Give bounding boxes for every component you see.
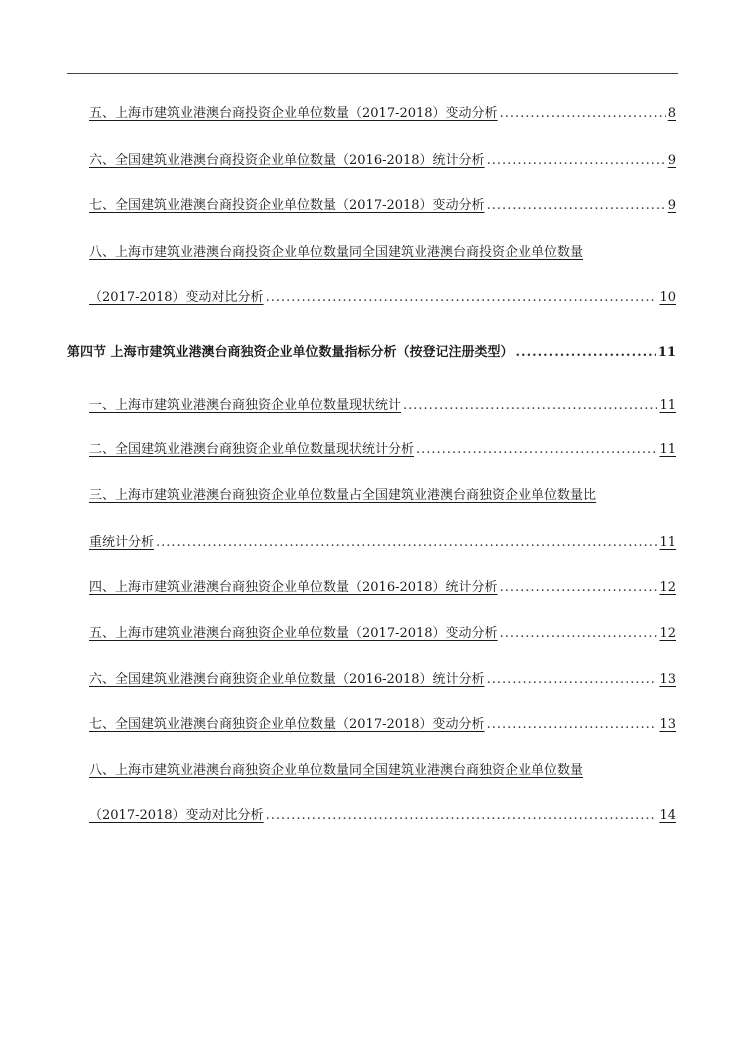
toc-leader	[516, 343, 656, 363]
toc-entry-12-line2[interactable]	[89, 806, 676, 826]
toc-entry-12-line1[interactable]	[89, 761, 676, 781]
toc-entry-7-line2[interactable]	[89, 533, 676, 553]
toc-page-number: 12	[659, 580, 676, 595]
toc-entry-5[interactable]	[89, 396, 676, 416]
toc-leader	[403, 396, 657, 416]
toc-entry-title-continued: （2017-2018）变动对比分析	[89, 808, 264, 823]
toc-entry-title: 二、全国建筑业港澳台商独资企业单位数量现状统计分析	[89, 442, 415, 457]
toc-entry-title-continued: 重统计分析	[89, 535, 155, 550]
toc-entry-title: 三、上海市建筑业港澳台商独资企业单位数量占全国建筑业港澳台商独资企业单位数量比	[89, 488, 597, 503]
toc-entry-6[interactable]	[89, 440, 676, 460]
toc-page-number: 14	[659, 808, 676, 823]
toc-entry-7-line1[interactable]	[89, 486, 676, 506]
toc-leader	[487, 670, 658, 690]
toc-entry-title: 七、全国建筑业港澳台商投资企业单位数量（2017-2018）变动分析	[89, 198, 485, 213]
toc-page-number: 10	[659, 290, 676, 305]
toc-leader	[156, 533, 657, 553]
toc-page-number: 11	[659, 535, 676, 550]
toc-entry-4-line2[interactable]	[89, 288, 676, 308]
toc-entry-title: 五、上海市建筑业港澳台商投资企业单位数量（2017-2018）变动分析	[89, 106, 498, 121]
toc-entry-9[interactable]	[89, 624, 676, 644]
toc-entry-title: 六、全国建筑业港澳台商独资企业单位数量（2016-2018）统计分析	[89, 672, 485, 687]
toc-leader	[266, 288, 658, 308]
toc-entry-8[interactable]	[89, 578, 676, 598]
toc-page-number: 8	[667, 106, 676, 121]
toc-entry-title: 八、上海市建筑业港澳台商投资企业单位数量同全国建筑业港澳台商投资企业单位数量	[89, 245, 584, 260]
toc-entry-title: 五、上海市建筑业港澳台商独资企业单位数量（2017-2018）变动分析	[89, 626, 498, 641]
toc-leader	[487, 715, 658, 735]
toc-entry-2[interactable]	[89, 151, 676, 171]
toc-entry-1[interactable]	[89, 104, 676, 124]
toc-entry-10[interactable]	[89, 670, 676, 690]
toc-leader	[487, 151, 666, 171]
toc-page-number: 11	[659, 442, 676, 457]
toc-entry-title: 四、上海市建筑业港澳台商独资企业单位数量（2016-2018）统计分析	[89, 580, 498, 595]
toc-entry-title: 八、上海市建筑业港澳台商独资企业单位数量同全国建筑业港澳台商独资企业单位数量	[89, 763, 584, 778]
toc-page-number: 11	[659, 398, 676, 413]
toc-leader	[487, 196, 666, 216]
toc-leader	[500, 104, 666, 124]
toc-entry-4-line1[interactable]	[89, 243, 676, 263]
toc-entry-title: 六、全国建筑业港澳台商投资企业单位数量（2016-2018）统计分析	[89, 153, 485, 168]
toc-entry-title: 七、全国建筑业港澳台商独资企业单位数量（2017-2018）变动分析	[89, 717, 485, 732]
toc-leader	[500, 578, 658, 598]
toc-page-number: 9	[667, 153, 676, 168]
toc-entry-3[interactable]	[89, 196, 676, 216]
toc-page-number: 12	[659, 626, 676, 641]
toc-section-heading[interactable]	[67, 343, 676, 363]
toc-leader	[266, 806, 658, 826]
toc-entry-11[interactable]	[89, 715, 676, 735]
toc-entry-title: 一、上海市建筑业港澳台商独资企业单位数量现状统计	[89, 398, 402, 413]
toc-leader	[500, 624, 658, 644]
toc-section-title: 第四节 上海市建筑业港澳台商独资企业单位数量指标分析（按登记注册类型）	[67, 345, 514, 360]
toc-entry-title-continued: （2017-2018）变动对比分析	[89, 290, 264, 305]
toc-leader	[416, 440, 657, 460]
toc-page-number: 9	[667, 198, 676, 213]
toc-page-number: 13	[659, 717, 676, 732]
toc-page-number: 13	[659, 672, 676, 687]
toc-page-number: 11	[657, 345, 676, 360]
